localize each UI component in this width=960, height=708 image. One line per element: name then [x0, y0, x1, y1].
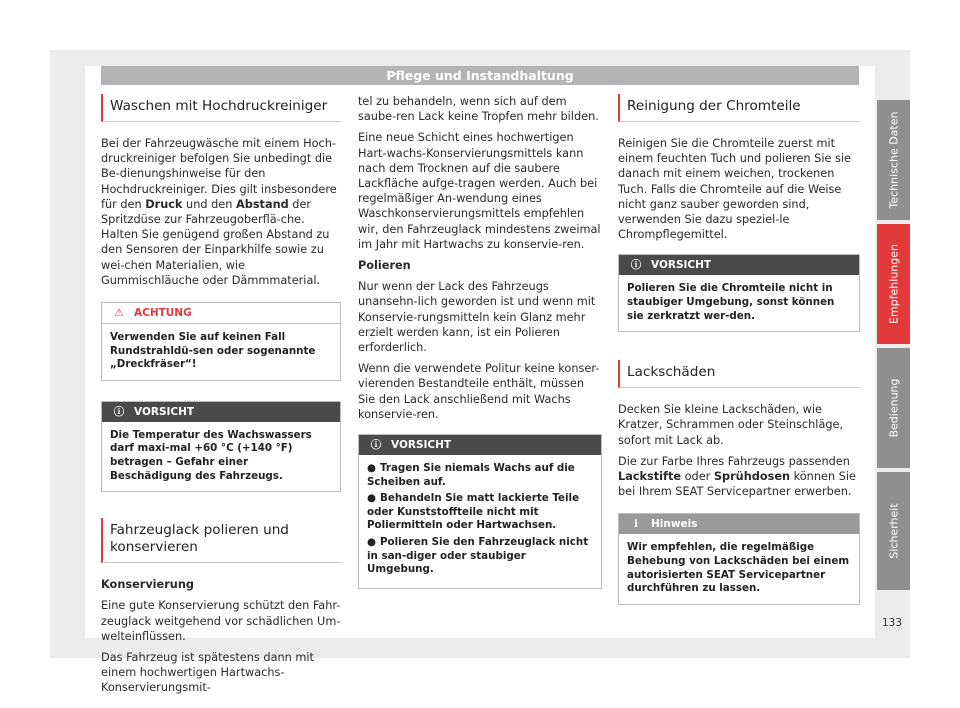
column-left	[101, 94, 341, 702]
text-run: Bei der Fahrzeugwäsche mit einem Hoch-druckreiniger befolgen Sie unbedingt die Be-dienungshinweise für den Hochdruckreiniger. Dies gilt insbesondere für den	[101, 137, 337, 211]
list-item: ● Polieren Sie den Fahrzeuglack nicht in san-diger oder staubiger Umgebung.	[367, 536, 589, 576]
bold-term-lackstifte: Lackstifte	[618, 470, 682, 484]
paragraph-conservation-2: Das Fahrzeug ist spätestens dann mit einem hochwertigen Hartwachs-Konservierungsmit-	[101, 651, 314, 695]
note-icon: ℹ	[634, 518, 638, 531]
page-number: 133	[881, 617, 902, 629]
section-title-pressure-washer: Waschen mit Hochdruckreiniger	[101, 94, 341, 122]
paragraph-pressure-washer	[101, 136, 341, 288]
caution-box-header	[102, 402, 340, 422]
paragraph-paint-damage-1: Decken Sie kleine Lackschäden, wie Kratzer, Schrammen oder Steinschläge, sofort mit Lack ab.	[618, 403, 844, 447]
tab-empfehlungen[interactable]	[877, 224, 910, 344]
paragraph-polishing-2: Wenn die verwendete Politur keine konser-vierenden Bestandteile enthält, müssen Sie den Lack anschließend mit Wachs konservie-ren.	[358, 362, 600, 421]
info-circle-icon: ⓘ	[370, 439, 382, 452]
caution-box-header	[619, 255, 859, 275]
text-run: der Spritzdüse zur Fahrzeugoberflä-che. Halten Sie genügend großen Abstand zu den Sensoren der Einparkhilfe sowie zu wei-chen Materialien, wie Gummischläuche oder Dämmmaterial.	[101, 197, 330, 287]
bold-term-druck: Druck	[145, 197, 183, 211]
caution-box-polishing	[358, 434, 602, 589]
warning-triangle-icon: ⚠	[114, 307, 124, 320]
list-item-text: Tragen Sie niemals Wachs auf die Scheiben auf.	[367, 462, 575, 488]
list-item-text: Polieren Sie den Fahrzeuglack nicht in san-diger oder staubiger Umgebung.	[367, 536, 589, 576]
paragraph-paint-damage-2	[618, 454, 860, 500]
hint-label: Hinweis	[651, 518, 698, 531]
paragraph-chrome: Reinigen Sie die Chromteile zuerst mit einem feuchten Tuch und polieren Sie sie danach mit einem weichen, trockenen Tuch. Falls die Chromteile auf die Weise nicht ganz sauber geworden sind, verwenden Sie dazu speziel-le Chrompflegemittel.	[618, 137, 852, 242]
subheading-conservation: Konservierung	[101, 578, 194, 592]
text-run: Die zur Farbe Ihres Fahrzeugs passenden	[618, 454, 850, 468]
caution-label: VORSICHT	[651, 259, 712, 272]
caution-text: Die Temperatur des Wachswassers darf maxi-mal +60 °C (+140 °F) betragen – Gefahr einer Beschädigung des Fahrzeugs.	[110, 428, 312, 482]
warning-text: Verwenden Sie auf keinen Fall Rundstrahldü-sen oder sogenannte „Dreckfräser“!	[110, 331, 316, 371]
list-item: ● Behandeln Sie matt lackierte Teile oder Kunststoffteile nicht mit Poliermitteln oder Hartwachsen.	[367, 492, 580, 532]
text-run: können Sie bei Ihrem SEAT Servicepartner erwerben.	[618, 470, 856, 499]
tab-label: Empfehlungen	[887, 244, 900, 324]
text-run: oder	[681, 470, 714, 484]
caution-list	[359, 455, 601, 588]
paragraph-continued: tel zu behandeln, wenn sich auf dem saube-ren Lack keine Tropfen mehr bilden.	[358, 95, 599, 124]
page-header: Pflege und Instandhaltung	[101, 66, 859, 85]
tab-label: Sicherheit	[887, 503, 900, 559]
paragraph-hard-wax: Eine neue Schicht eines hochwertigen Hart-wachs-Konservierungsmittels kann nach dem Trocknen auf die saubere Lackfläche aufge-tragen werden. Auch bei regelmäßiger An-wendung eines Waschkonservierungsmittels empfehlen wir, den Fahrzeuglack mindestens zweimal im Jahr mit Hartwachs zu konservie-ren.	[358, 131, 601, 251]
column-right	[618, 94, 860, 617]
warning-label: ACHTUNG	[134, 307, 192, 320]
paragraph-conservation-1: Eine gute Konservierung schützt den Fahr-zeuglack weitgehend vor schädlichen Um-welteinflüssen.	[101, 599, 341, 643]
list-item-text: Behandeln Sie matt lackierte Teile oder Kunststoffteile nicht mit Poliermitteln oder Hartwachsen.	[367, 492, 580, 532]
section-title-paint-damage: Lackschäden	[618, 360, 860, 388]
caution-text: Polieren Sie die Chromteile nicht in staubiger Umgebung, sonst können sie zerkratzt wer-den.	[627, 282, 835, 322]
caution-label: VORSICHT	[391, 439, 452, 452]
info-circle-icon: ⓘ	[113, 405, 125, 418]
column-middle	[358, 94, 602, 601]
hint-text: Wir empfehlen, die regelmäßige Behebung von Lackschäden bei einem autorisierten SEAT Servicepartner durchführen zu lassen.	[627, 541, 850, 595]
bold-term-abstand: Abstand	[236, 197, 289, 211]
paragraph-polishing-1: Nur wenn der Lack des Fahrzeugs unansehn-lich geworden ist und wenn mit Konservie-rungsmitteln kein Glanz mehr erzielt werden kann, ist ein Polieren erforderlich.	[358, 280, 596, 355]
caution-box-chrome	[618, 254, 860, 332]
text-run: und den	[182, 197, 236, 211]
warning-box-header	[102, 303, 340, 324]
hint-box-header	[619, 514, 859, 534]
bold-term-spruehdosen: Sprühdosen	[713, 470, 791, 484]
tab-sicherheit[interactable]	[877, 472, 910, 590]
info-circle-icon: ⓘ	[630, 259, 642, 272]
tab-bedienung[interactable]	[877, 348, 910, 468]
tab-label: Technische Daten	[887, 111, 900, 209]
section-title-polish: Fahrzeuglack polieren und konservieren	[101, 518, 341, 563]
caution-box-header	[359, 435, 601, 455]
caution-box-wax-temperature	[101, 401, 341, 492]
tab-label: Bedienung	[887, 378, 900, 438]
section-title-chrome: Reinigung der Chromteile	[618, 94, 860, 122]
subheading-polishing: Polieren	[358, 259, 411, 273]
list-item: ● Tragen Sie niemals Wachs auf die Scheiben auf.	[367, 462, 575, 488]
hint-box	[618, 513, 860, 604]
tab-technische-daten[interactable]	[877, 100, 910, 220]
caution-label: VORSICHT	[134, 405, 195, 418]
warning-box	[101, 302, 341, 381]
